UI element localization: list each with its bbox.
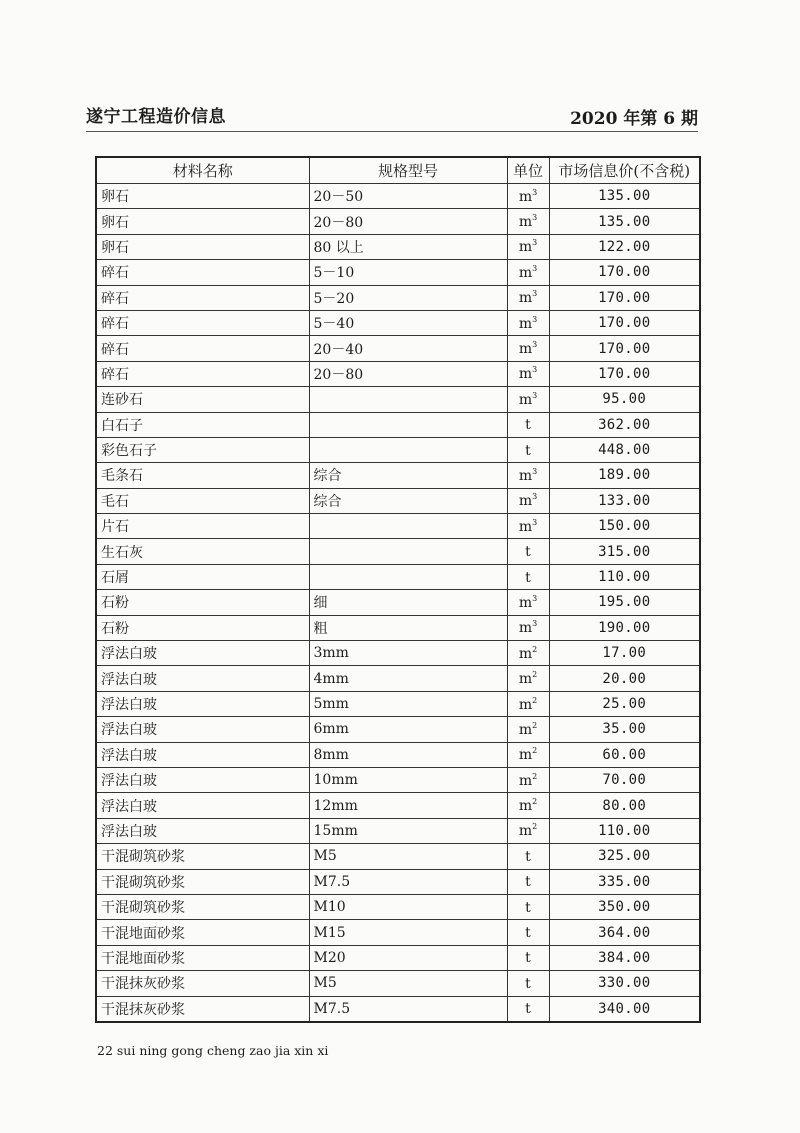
specification-cell: 20－80 [309, 361, 507, 386]
unit-cell [507, 742, 549, 767]
table-row [96, 767, 700, 792]
material-name-cell: 生石灰 [96, 539, 309, 564]
material-name-cell: 干混抹灰砂浆 [96, 996, 309, 1022]
price-cell: 135.00 [549, 184, 700, 209]
price-cell: 170.00 [549, 310, 700, 335]
price-cell: 170.00 [549, 336, 700, 361]
material-name-cell: 碎石 [96, 336, 309, 361]
unit-exponent: 2 [532, 797, 538, 807]
unit-cell [507, 564, 549, 589]
unit-base: t [525, 569, 531, 586]
table-row [96, 488, 700, 513]
unit-cell [507, 691, 549, 716]
specification-cell: 5－10 [309, 260, 507, 285]
page-footer: 22 sui ning gong cheng zao jia xin xi [97, 1043, 329, 1058]
unit-exponent: 2 [532, 720, 538, 730]
table-row [96, 844, 700, 869]
unit-cell [507, 437, 549, 462]
material-name-cell: 浮法白玻 [96, 717, 309, 742]
specification-cell: 综合 [309, 463, 507, 488]
table-row [96, 590, 700, 615]
specification-cell: 综合 [309, 488, 507, 513]
table-row [96, 285, 700, 310]
unit-base: t [525, 975, 531, 992]
table-row [96, 564, 700, 589]
specification-cell: M5 [309, 844, 507, 869]
unit-exponent: 3 [532, 238, 538, 248]
unit-base: m [518, 290, 533, 307]
material-name-cell: 毛石 [96, 488, 309, 513]
material-name-cell: 白石子 [96, 412, 309, 437]
unit-cell [507, 971, 549, 996]
material-name-cell: 干混砌筑砂浆 [96, 869, 309, 894]
unit-cell [507, 666, 549, 691]
specification-cell: 20－80 [309, 209, 507, 234]
table-row [96, 209, 700, 234]
specification-cell: 8mm [309, 742, 507, 767]
publication-title: 遂宁工程造价信息 [86, 107, 226, 127]
material-name-cell: 碎石 [96, 260, 309, 285]
material-name-cell: 碎石 [96, 285, 309, 310]
specification-cell: M7.5 [309, 996, 507, 1022]
material-name-cell: 石屑 [96, 564, 309, 589]
material-name-cell: 浮法白玻 [96, 767, 309, 792]
unit-base: m [518, 315, 533, 332]
unit-base: t [525, 442, 531, 459]
price-cell: 170.00 [549, 260, 700, 285]
unit-base: m [518, 696, 533, 713]
header-divider [86, 131, 698, 132]
specification-cell: 6mm [309, 717, 507, 742]
unit-cell [507, 767, 549, 792]
material-name-cell: 浮法白玻 [96, 691, 309, 716]
unit-cell [507, 184, 549, 209]
unit-cell [507, 996, 549, 1022]
column-header-market-price: 市场信息价(不含税) [549, 157, 700, 184]
unit-cell [507, 336, 549, 361]
unit-base: m [518, 493, 533, 510]
unit-base: m [518, 264, 533, 281]
specification-cell [309, 412, 507, 437]
specification-cell: 15mm [309, 818, 507, 843]
price-cell: 362.00 [549, 412, 700, 437]
unit-cell [507, 869, 549, 894]
unit-cell [507, 615, 549, 640]
unit-base: m [518, 239, 533, 256]
unit-cell [507, 209, 549, 234]
column-header-material-name: 材料名称 [96, 157, 309, 184]
unit-exponent: 3 [532, 187, 538, 197]
unit-cell [507, 717, 549, 742]
unit-base: t [525, 417, 531, 434]
unit-base: m [518, 391, 533, 408]
table-row [96, 945, 700, 970]
price-cell: 364.00 [549, 920, 700, 945]
specification-cell: 10mm [309, 767, 507, 792]
specification-cell: 5－40 [309, 310, 507, 335]
price-cell: 20.00 [549, 666, 700, 691]
material-name-cell: 连砂石 [96, 387, 309, 412]
unit-base: m [518, 645, 533, 662]
specification-cell: M7.5 [309, 869, 507, 894]
table-row [96, 742, 700, 767]
price-cell: 315.00 [549, 539, 700, 564]
price-cell: 384.00 [549, 945, 700, 970]
price-cell: 448.00 [549, 437, 700, 462]
table-row [96, 412, 700, 437]
material-name-cell: 浮法白玻 [96, 641, 309, 666]
specification-cell: 5mm [309, 691, 507, 716]
specification-cell: 80 以上 [309, 234, 507, 259]
price-cell: 170.00 [549, 285, 700, 310]
table-row [96, 361, 700, 386]
unit-exponent: 2 [532, 670, 538, 680]
specification-cell: 20－50 [309, 184, 507, 209]
table-row [96, 793, 700, 818]
specification-cell: 5－20 [309, 285, 507, 310]
specification-cell [309, 514, 507, 539]
page-header [86, 102, 698, 132]
table-body [96, 184, 700, 1022]
unit-base: t [525, 899, 531, 916]
material-name-cell: 浮法白玻 [96, 666, 309, 691]
unit-base: t [525, 925, 531, 942]
table-row [96, 539, 700, 564]
unit-exponent: 3 [532, 263, 538, 273]
unit-exponent: 2 [532, 695, 538, 705]
table-row [96, 717, 700, 742]
unit-cell [507, 590, 549, 615]
table-row [96, 260, 700, 285]
price-cell: 25.00 [549, 691, 700, 716]
material-name-cell: 碎石 [96, 310, 309, 335]
price-cell: 325.00 [549, 844, 700, 869]
table-row [96, 184, 700, 209]
material-name-cell: 碎石 [96, 361, 309, 386]
material-name-cell: 卵石 [96, 209, 309, 234]
unit-base: m [518, 341, 533, 358]
table-row [96, 336, 700, 361]
unit-exponent: 2 [532, 644, 538, 654]
price-cell: 110.00 [549, 564, 700, 589]
price-cell: 190.00 [549, 615, 700, 640]
material-name-cell: 干混地面砂浆 [96, 945, 309, 970]
specification-cell [309, 387, 507, 412]
unit-cell [507, 818, 549, 843]
table-row [96, 514, 700, 539]
table-row [96, 463, 700, 488]
unit-base: t [525, 848, 531, 865]
price-cell: 340.00 [549, 996, 700, 1022]
table-row [96, 641, 700, 666]
table-row [96, 920, 700, 945]
unit-cell [507, 463, 549, 488]
material-name-cell: 片石 [96, 514, 309, 539]
price-cell: 150.00 [549, 514, 700, 539]
unit-exponent: 3 [532, 314, 538, 324]
material-name-cell: 石粉 [96, 590, 309, 615]
unit-base: m [518, 823, 533, 840]
unit-cell [507, 844, 549, 869]
unit-base: t [525, 874, 531, 891]
unit-base: m [518, 594, 533, 611]
unit-base: t [525, 1001, 531, 1018]
unit-base: t [525, 544, 531, 561]
price-cell: 350.00 [549, 894, 700, 919]
price-cell: 195.00 [549, 590, 700, 615]
material-name-cell: 干混地面砂浆 [96, 920, 309, 945]
unit-exponent: 3 [532, 619, 538, 629]
material-name-cell: 浮法白玻 [96, 742, 309, 767]
unit-cell [507, 260, 549, 285]
unit-cell [507, 894, 549, 919]
unit-exponent: 3 [532, 213, 538, 223]
material-name-cell: 卵石 [96, 184, 309, 209]
unit-exponent: 3 [532, 365, 538, 375]
unit-base: m [518, 366, 533, 383]
price-cell: 17.00 [549, 641, 700, 666]
unit-cell [507, 412, 549, 437]
unit-exponent: 3 [532, 492, 538, 502]
material-name-cell: 干混砌筑砂浆 [96, 894, 309, 919]
price-cell: 70.00 [549, 767, 700, 792]
table-row [96, 387, 700, 412]
unit-cell [507, 514, 549, 539]
specification-cell [309, 437, 507, 462]
specification-cell: 4mm [309, 666, 507, 691]
specification-cell: M20 [309, 945, 507, 970]
unit-base: m [518, 188, 533, 205]
unit-base: m [518, 747, 533, 764]
unit-base: t [525, 950, 531, 967]
unit-cell [507, 387, 549, 412]
unit-cell [507, 641, 549, 666]
price-cell: 110.00 [549, 818, 700, 843]
specification-cell: M15 [309, 920, 507, 945]
unit-cell [507, 234, 549, 259]
unit-exponent: 3 [532, 390, 538, 400]
price-cell: 135.00 [549, 209, 700, 234]
unit-exponent: 2 [532, 771, 538, 781]
column-header-specification: 规格型号 [309, 157, 507, 184]
price-cell: 170.00 [549, 361, 700, 386]
unit-exponent: 2 [532, 822, 538, 832]
material-name-cell: 浮法白玻 [96, 793, 309, 818]
table-row [96, 996, 700, 1022]
unit-base: m [518, 214, 533, 231]
table-row [96, 666, 700, 691]
price-cell: 60.00 [549, 742, 700, 767]
table-header-row [96, 157, 700, 184]
unit-base: m [518, 671, 533, 688]
unit-exponent: 3 [532, 517, 538, 527]
specification-cell: 20－40 [309, 336, 507, 361]
unit-base: m [518, 721, 533, 738]
table-row [96, 310, 700, 335]
unit-base: m [518, 772, 533, 789]
material-name-cell: 毛条石 [96, 463, 309, 488]
material-name-cell: 干混砌筑砂浆 [96, 844, 309, 869]
table-row [96, 818, 700, 843]
unit-cell [507, 285, 549, 310]
unit-cell [507, 310, 549, 335]
unit-cell [507, 539, 549, 564]
specification-cell [309, 539, 507, 564]
unit-cell [507, 361, 549, 386]
unit-exponent: 3 [532, 466, 538, 476]
specification-cell: M10 [309, 894, 507, 919]
unit-base: m [518, 620, 533, 637]
price-cell: 95.00 [549, 387, 700, 412]
unit-cell [507, 488, 549, 513]
price-cell: 330.00 [549, 971, 700, 996]
table-row [96, 234, 700, 259]
specification-cell [309, 564, 507, 589]
column-header-unit: 单位 [507, 157, 549, 184]
unit-cell [507, 945, 549, 970]
issue-number: 2020 年第 6 期 [570, 109, 698, 129]
price-cell: 189.00 [549, 463, 700, 488]
material-name-cell: 卵石 [96, 234, 309, 259]
table-row [96, 437, 700, 462]
price-cell: 133.00 [549, 488, 700, 513]
price-cell: 335.00 [549, 869, 700, 894]
price-table [95, 156, 701, 1023]
unit-exponent: 2 [532, 746, 538, 756]
unit-exponent: 3 [532, 593, 538, 603]
table-row [96, 971, 700, 996]
specification-cell: 粗 [309, 615, 507, 640]
unit-base: m [518, 798, 533, 815]
specification-cell: 12mm [309, 793, 507, 818]
unit-cell [507, 793, 549, 818]
price-cell: 80.00 [549, 793, 700, 818]
unit-exponent: 3 [532, 289, 538, 299]
table-row [96, 894, 700, 919]
material-name-cell: 干混抹灰砂浆 [96, 971, 309, 996]
unit-exponent: 3 [532, 340, 538, 350]
specification-cell: M5 [309, 971, 507, 996]
price-cell: 122.00 [549, 234, 700, 259]
unit-cell [507, 920, 549, 945]
unit-base: m [518, 467, 533, 484]
material-name-cell: 石粉 [96, 615, 309, 640]
table-row [96, 615, 700, 640]
material-name-cell: 浮法白玻 [96, 818, 309, 843]
specification-cell: 细 [309, 590, 507, 615]
material-name-cell: 彩色石子 [96, 437, 309, 462]
specification-cell: 3mm [309, 641, 507, 666]
table-row [96, 691, 700, 716]
table-row [96, 869, 700, 894]
unit-base: m [518, 518, 533, 535]
price-cell: 35.00 [549, 717, 700, 742]
